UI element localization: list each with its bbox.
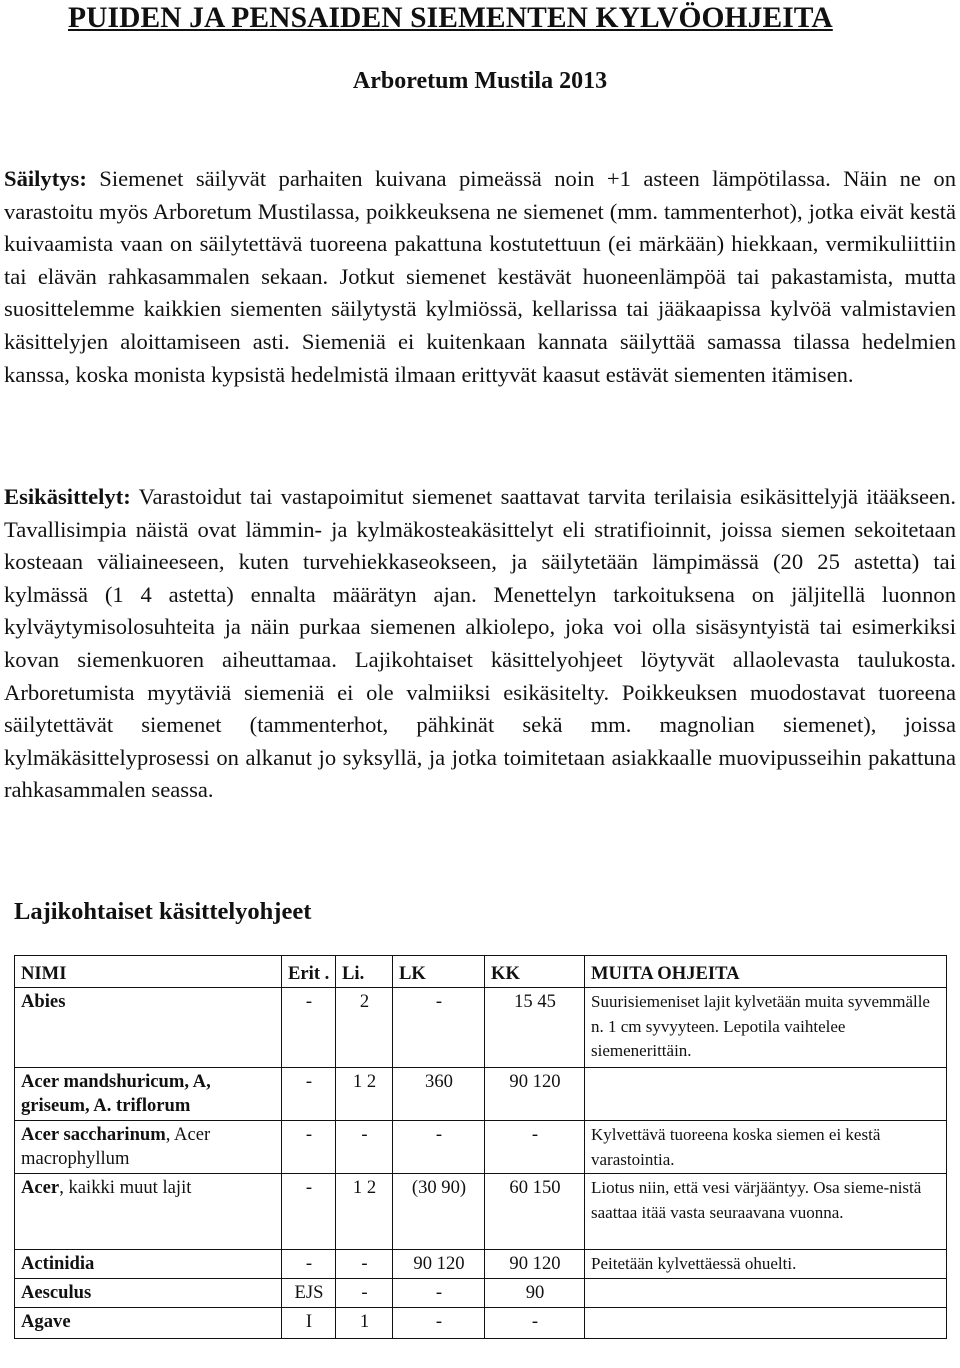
header-kk: KK xyxy=(485,956,585,988)
cell-notes: Kylvettävä tuoreena koska siemen ei kestä varastointia. xyxy=(585,1121,947,1174)
document-subtitle: Arboretum Mustila 2013 xyxy=(352,68,608,94)
species-table xyxy=(14,955,947,1339)
cell-kk: - xyxy=(485,1308,585,1339)
cell-kk: 90 120 xyxy=(485,1068,585,1121)
cell-erit: - xyxy=(282,988,336,1068)
cell-name: Acer, kaikki muut lajit xyxy=(15,1174,282,1250)
pretreatment-paragraph xyxy=(4,481,956,807)
storage-label: Säilytys: xyxy=(4,166,87,191)
table-header-row xyxy=(15,956,947,988)
table-row xyxy=(15,988,947,1068)
table-row xyxy=(15,1308,947,1339)
cell-name: Acer saccharinum, Acer macrophyllum xyxy=(15,1121,282,1174)
cell-li: - xyxy=(336,1279,393,1308)
pretreatment-text: Varastoidut tai vastapoimitut siemenet saattavat tarvita terilaisia esikäsittelyjä itääkseen. Tavallisimpia näistä ovat lämmin- ja kylmäkosteakäsittelyt eli stratifioinnit, joissa siemen sekoitetaan kosteaan väliaineeseen, kuten turvehiekkaseokseen, ja säilytetään lämpimässä (20 25 astetta) tai kylmässä (1 4 astetta) ennalta määrätyn ajan. Menettelyn tarkoituksena on jäljitellä luonnon kylväytymisolosuhteita ja näin purkaa siemenen alkiolepo, joka voi olla sisäsyntyistä tai esimerkiksi kovan siemenkuoren aiheuttamaa. Lajikohtaiset käsittelyohjeet löytyvät allaolevasta taulukosta. Arboretumista myytäviä siemeniä ei ole valmiiksi esikäsitelty. Poikkeuksen muodostavat tuoreena säilytettävät siemenet (tammenterhot, pähkinät sekä mm. magnolian siemenet), joissa kylmäkäsittelyprosessi on alkanut jo syksyllä, ja jotka toimitetaan asiakkaalle muovipusseihin pakattuna rahkasammalen seassa. xyxy=(4,484,956,803)
header-erit: Erit . xyxy=(282,956,336,988)
document-title: PUIDEN JA PENSAIDEN SIEMENTEN KYLVÖOHJEITA xyxy=(68,2,833,34)
cell-lk: 90 120 xyxy=(393,1250,485,1279)
cell-kk: 90 xyxy=(485,1279,585,1308)
cell-kk: 15 45 xyxy=(485,988,585,1068)
cell-kk: 60 150 xyxy=(485,1174,585,1250)
cell-erit: - xyxy=(282,1250,336,1279)
table-row xyxy=(15,1174,947,1250)
cell-name: Abies xyxy=(15,988,282,1068)
cell-name: Actinidia xyxy=(15,1250,282,1279)
header-name: NIMI xyxy=(15,956,282,988)
table-row xyxy=(15,1279,947,1308)
cell-erit: - xyxy=(282,1174,336,1250)
cell-lk: - xyxy=(393,1279,485,1308)
storage-paragraph xyxy=(4,163,956,391)
cell-lk: - xyxy=(393,1121,485,1174)
cell-lk: 360 xyxy=(393,1068,485,1121)
cell-lk: - xyxy=(393,1308,485,1339)
table-row xyxy=(15,1250,947,1279)
cell-li: 2 xyxy=(336,988,393,1068)
cell-erit: - xyxy=(282,1068,336,1121)
header-li: Li. xyxy=(336,956,393,988)
section-heading: Lajikohtaiset käsittelyohjeet xyxy=(14,898,312,925)
cell-kk: 90 120 xyxy=(485,1250,585,1279)
cell-notes xyxy=(585,1068,947,1121)
cell-name: Aesculus xyxy=(15,1279,282,1308)
storage-text: Siemenet säilyvät parhaiten kuivana pimeässä noin +1 asteen lämpötilassa. Näin ne on varastoitu myös Arboretum Mustilassa, poikkeuksena ne siemenet (mm. tammenterhot), jotka eivät kestä kuivaamista vaan on säilytettävä tuoreena pakattuna kostutettuun (ei märkään) hiekkaan, vermikuliittiin tai elävän rahkasammalen sekaan. Jotkut siemenet kestävät huoneenlämpöä tai pakastamista, mutta suosittelemme kaikkien siementen säilytystä kylmiössä, kellarissa tai jääkaapissa kylvöä valmistavien käsittelyjen aloittamiseen asti. Siemeniä ei kuitenkaan kannata säilyttää samassa tilassa hedelmien kanssa, koska monista kypsistä hedelmistä ilmaan erittyvät kaasut estävät siementen itämisen. xyxy=(4,166,956,387)
cell-lk: (30 90) xyxy=(393,1174,485,1250)
cell-li: 1 xyxy=(336,1308,393,1339)
cell-name: Acer mandshuricum, A, griseum, A. triflorum xyxy=(15,1068,282,1121)
header-notes: MUITA OHJEITA xyxy=(585,956,947,988)
cell-erit: I xyxy=(282,1308,336,1339)
table-row xyxy=(15,1121,947,1174)
cell-notes xyxy=(585,1308,947,1339)
cell-notes: Suurisiemeniset lajit kylvetään muita syvemmälle n. 1 cm syvyyteen. Lepotila vaihtelee siemenerittäin. xyxy=(585,988,947,1068)
cell-erit: - xyxy=(282,1121,336,1174)
cell-lk: - xyxy=(393,988,485,1068)
cell-notes: Peitetään kylvettäessä ohuelti. xyxy=(585,1250,947,1279)
table-row xyxy=(15,1068,947,1121)
header-lk: LK xyxy=(393,956,485,988)
cell-name: Agave xyxy=(15,1308,282,1339)
cell-li: - xyxy=(336,1250,393,1279)
cell-kk: - xyxy=(485,1121,585,1174)
cell-li: 1 2 xyxy=(336,1174,393,1250)
cell-notes xyxy=(585,1279,947,1308)
cell-li: 1 2 xyxy=(336,1068,393,1121)
cell-erit: EJS xyxy=(282,1279,336,1308)
pretreatment-label: Esikäsittelyt: xyxy=(4,484,131,509)
cell-li: - xyxy=(336,1121,393,1174)
cell-notes: Liotus niin, että vesi värjääntyy. Osa sieme-nistä saattaa itää vasta seuraavana vuonna. xyxy=(585,1174,947,1250)
